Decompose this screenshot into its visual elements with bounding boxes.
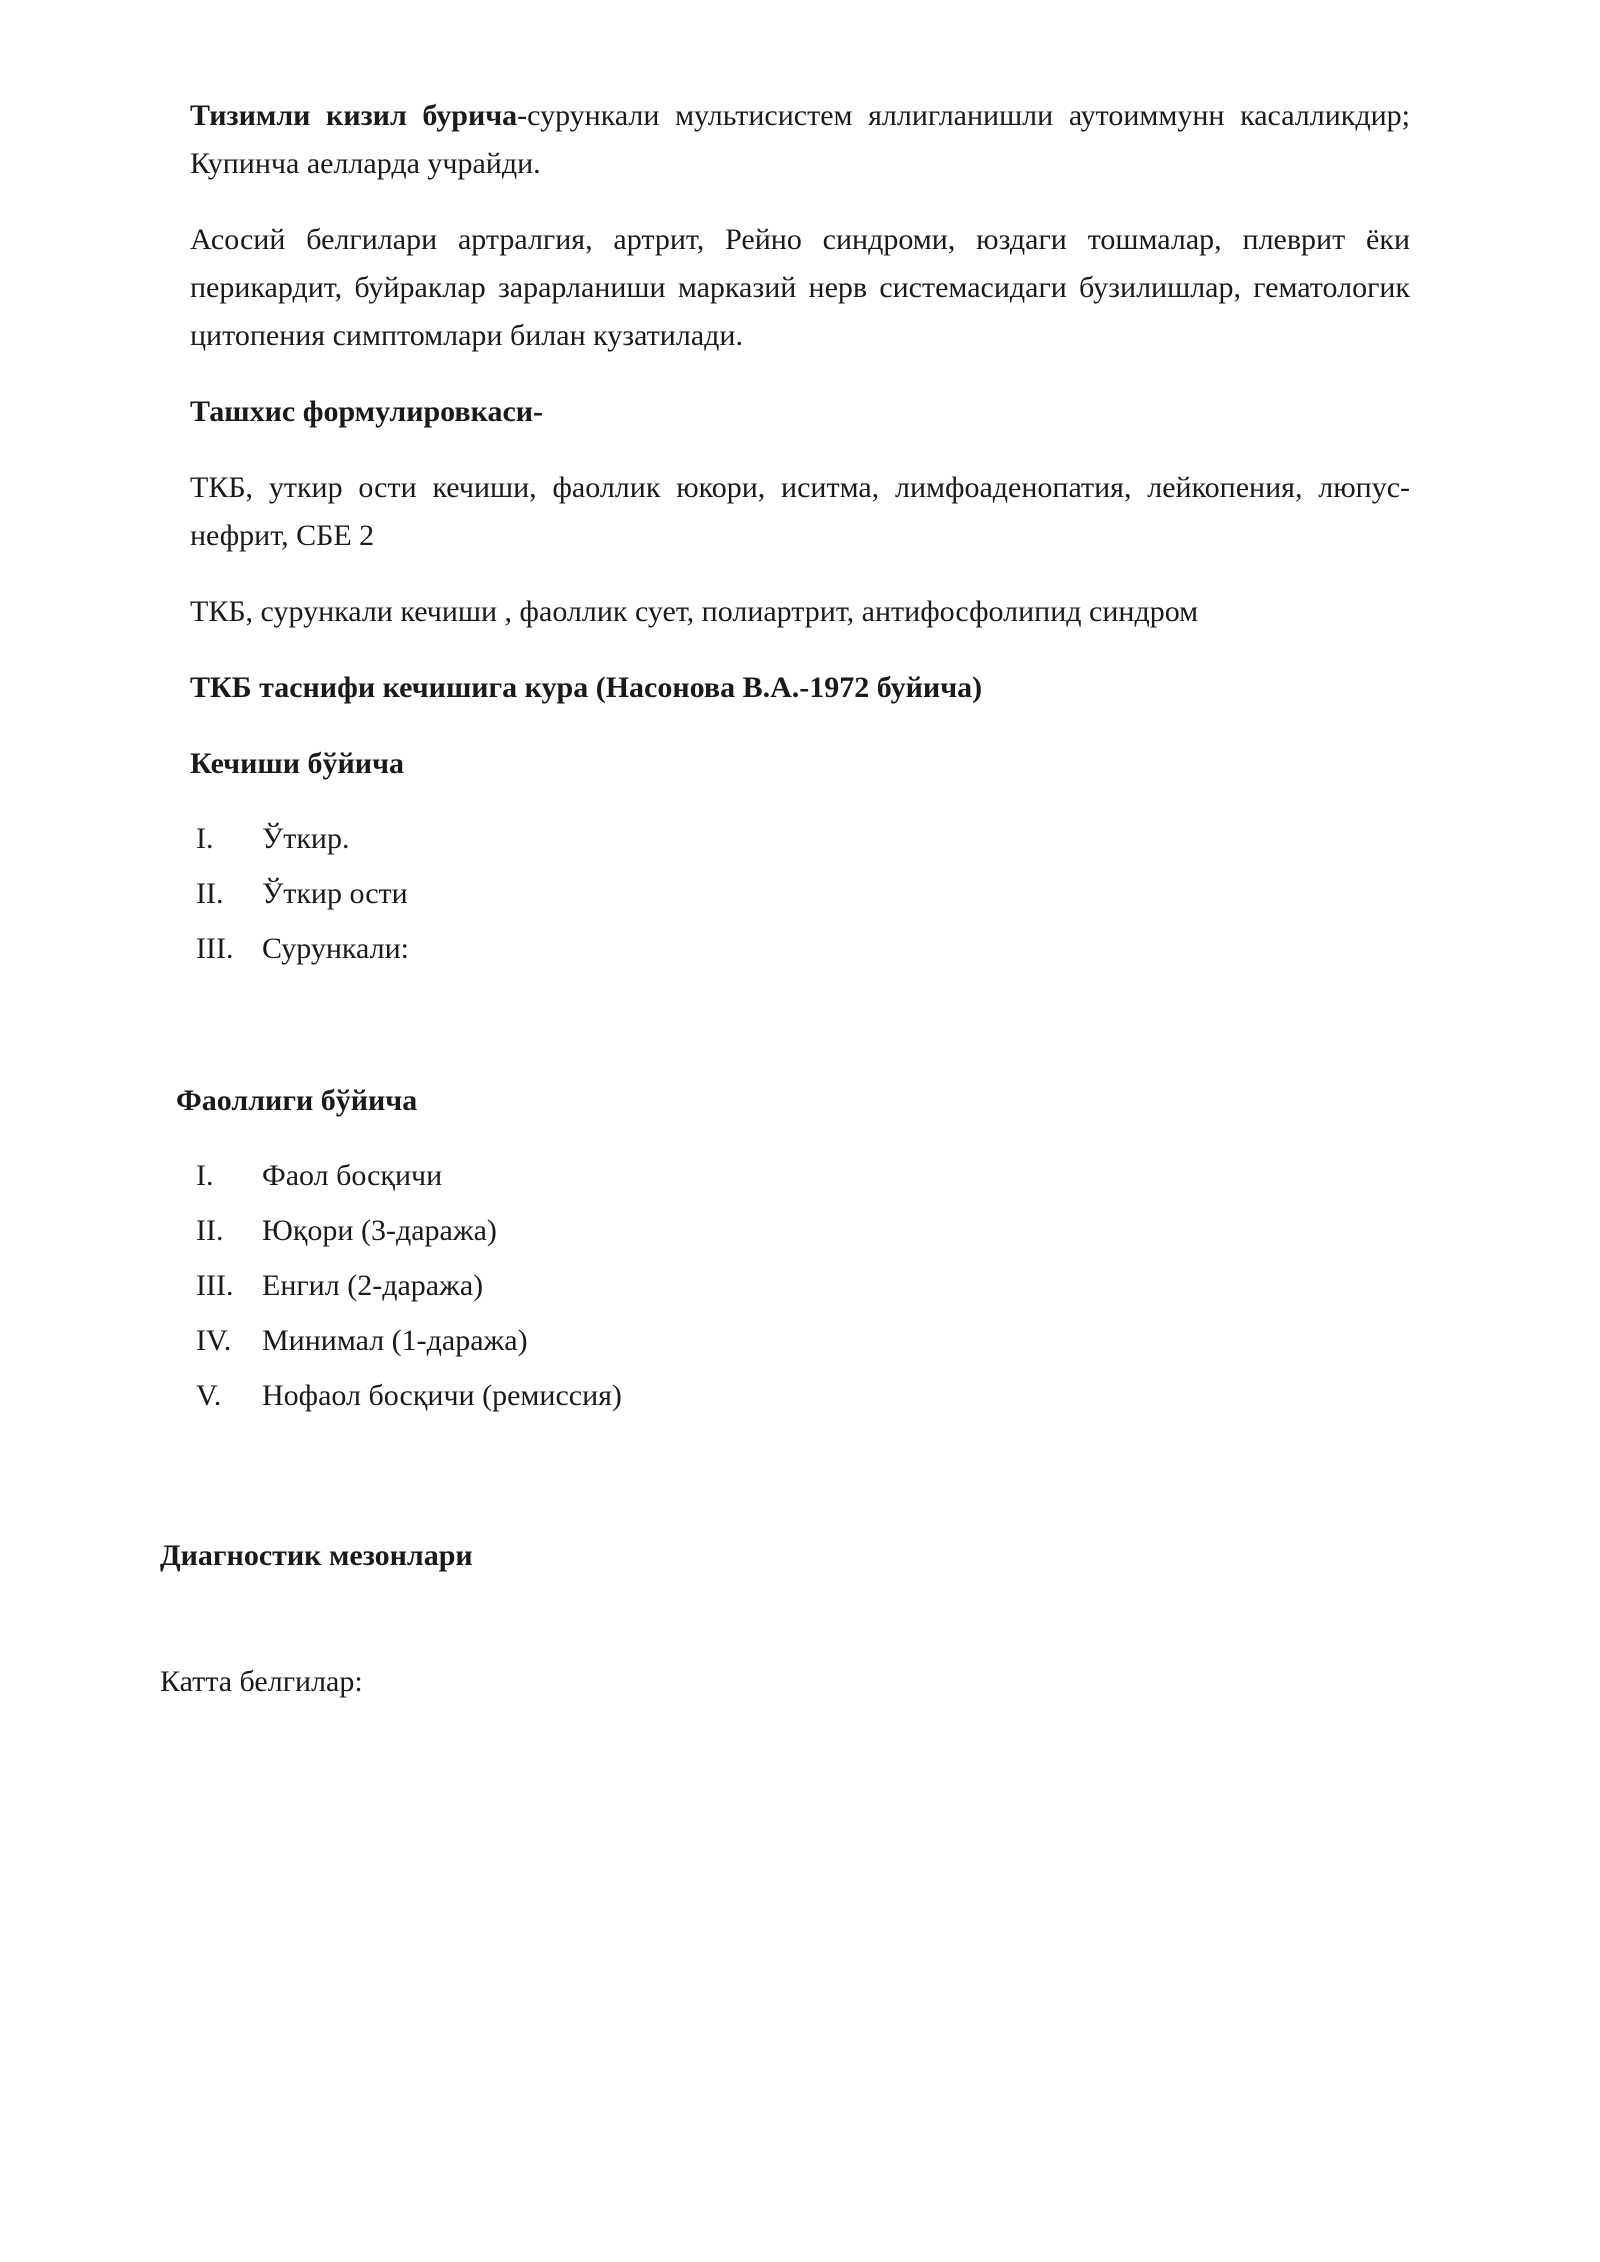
spacer: [190, 981, 1410, 1077]
list-item-text: Нофаол босқичи (ремиссия): [262, 1379, 622, 1412]
list-item: [196, 1373, 1410, 1418]
activity-list: [196, 1153, 1410, 1418]
list-item: [196, 926, 1410, 971]
list-item: [196, 1263, 1410, 1308]
roman-numeral: I.: [196, 1159, 214, 1192]
spacer: [190, 1608, 1410, 1658]
diagnosis-example-1: ТКБ, уткир ости кечиши, фаоллик юкори, иситма, лимфоаденопатия, лейкопения, люпус-нефрит, СБЕ 2: [190, 471, 1410, 552]
list-item-text: Ўткир ости: [262, 877, 408, 910]
activity-heading: Фаоллиги бўйича: [176, 1084, 418, 1117]
intro-rest: -сурункали мультисистем яллигланишли аутоиммунн касалликдир; Купинча аелларда учрайди.: [190, 99, 1410, 180]
roman-numeral: IV.: [196, 1324, 232, 1357]
list-item: [196, 1153, 1410, 1198]
intro-paragraph: [190, 92, 1410, 188]
roman-numeral: II.: [196, 877, 224, 910]
spacer: [190, 1428, 1410, 1532]
roman-numeral: III.: [196, 1269, 234, 1302]
roman-numeral: I.: [196, 822, 214, 855]
major-signs-label: Катта белгилар:: [160, 1665, 363, 1698]
list-item-text: Енгил (2-даража): [262, 1269, 484, 1302]
roman-numeral: III.: [196, 932, 234, 965]
intro-term: Тизимли кизил бурича: [190, 99, 518, 132]
list-item-text: Минимал (1-даража): [262, 1324, 528, 1357]
course-list: [196, 816, 1410, 971]
list-item: [196, 871, 1410, 916]
symptoms-paragraph: Асосий белгилари артралгия, артрит, Рейно синдроми, юздаги тошмалар, плеврит ёки перикардит, буйраклар зарарланиши марказий нерв системасидаги бузилишлар, гематологик цитопения симптомлари билан кузатилади.: [190, 223, 1410, 352]
course-heading: Кечиши бўйича: [190, 747, 404, 780]
list-item-text: Фаол босқичи: [262, 1159, 443, 1192]
list-item-text: Сурункали:: [262, 932, 409, 965]
list-item: [196, 1318, 1410, 1363]
list-item: [196, 816, 1410, 861]
roman-numeral: II.: [196, 1214, 224, 1247]
diagnostic-heading: Диагностик мезонлари: [160, 1539, 473, 1572]
list-item-text: Ўткир.: [262, 822, 350, 855]
diagnosis-example-2: ТКБ, сурункали кечиши , фаоллик сует, полиартрит, антифосфолипид синдром: [190, 595, 1199, 628]
diagnosis-heading: Ташхис формулировкаси-: [190, 395, 544, 428]
classification-heading: ТКБ таснифи кечишига кура (Насонова В.А.-1972 буйича): [190, 671, 983, 704]
list-item-text: Юқори (3-даража): [262, 1214, 497, 1247]
roman-numeral: V.: [196, 1379, 222, 1412]
list-item: [196, 1208, 1410, 1253]
